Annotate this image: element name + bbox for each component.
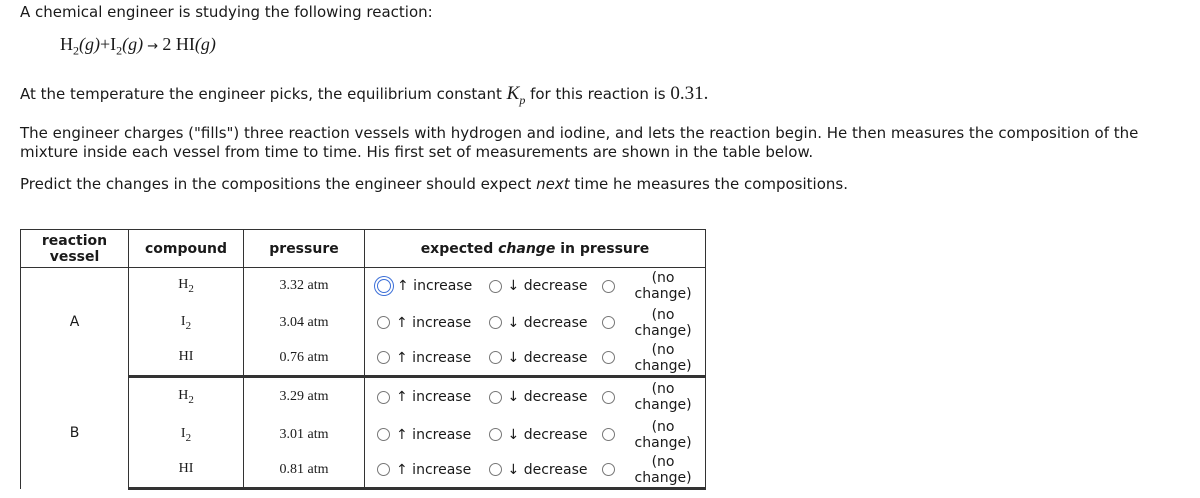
option-label: ↑ increase [396, 314, 472, 331]
option-label: ↑ increase [396, 389, 472, 406]
radio-button[interactable] [602, 351, 615, 364]
compound-cell: HI [129, 341, 244, 377]
option-decrease[interactable] [489, 350, 603, 366]
pressure-cell: 3.32 atm [244, 268, 365, 305]
radio-button[interactable] [602, 280, 615, 293]
description-paragraph: The engineer charges ("fills") three reaction vessels with hydrogen and iodine, and lets the reaction begin. He then measures the composition of the mixture inside each vessel from time to time. His first set of measurements are shown in the table below. [20, 124, 1139, 161]
option-label: ↑ increase [396, 349, 472, 366]
change-options-cell [365, 417, 706, 453]
option-nochange[interactable] [602, 419, 705, 451]
radio-button[interactable] [602, 428, 615, 441]
radio-button[interactable] [602, 463, 615, 476]
compound-cell: $I_2$ [129, 417, 244, 453]
intro-text: A chemical engineer is studying the following reaction: [20, 3, 433, 21]
table-header-row [21, 230, 706, 268]
instruction-text: Predict the changes in the compositions the engineer should expect next time he measures the compositions. [20, 175, 848, 193]
radio-button[interactable] [489, 351, 502, 364]
option-increase[interactable] [377, 278, 489, 294]
option-nochange[interactable] [602, 381, 705, 413]
table-row [21, 268, 706, 305]
radio-button[interactable] [377, 351, 390, 364]
pressure-cell: 0.81 atm [244, 453, 365, 489]
option-label: ↓ decrease [507, 389, 588, 406]
vessel-label: B [21, 377, 129, 489]
option-nochange[interactable] [602, 454, 705, 486]
change-options-cell [365, 341, 706, 377]
radio-button[interactable] [489, 316, 502, 329]
option-label: (no change) [634, 341, 692, 374]
radio-button[interactable] [602, 391, 615, 404]
compound-cell: $I_2$ [129, 305, 244, 341]
radio-button[interactable] [377, 463, 390, 476]
pressure-cell: 3.01 atm [244, 417, 365, 453]
kp-value: 0.31 [670, 83, 704, 104]
reaction-arrow: → [143, 39, 163, 54]
pressure-cell: 3.29 atm [244, 377, 365, 417]
header-expected-change: expected change in pressure [365, 230, 706, 268]
option-label: (no change) [634, 381, 692, 414]
option-nochange[interactable] [602, 307, 705, 339]
option-decrease[interactable] [489, 427, 603, 443]
kp-symbol: $K_p$ [506, 83, 526, 107]
option-nochange[interactable] [602, 270, 705, 302]
option-decrease[interactable] [489, 278, 603, 294]
radio-button[interactable] [377, 428, 390, 441]
compound-cell: HI [129, 453, 244, 489]
pressure-cell: 0.76 atm [244, 341, 365, 377]
option-increase[interactable] [377, 427, 489, 443]
measurements-table [20, 229, 706, 490]
pressure-cell: 3.04 atm [244, 305, 365, 341]
vessel-label: A [21, 268, 129, 377]
radio-button[interactable] [489, 428, 502, 441]
option-label: ↑ increase [396, 461, 472, 478]
option-label: ↓ decrease [507, 349, 588, 366]
option-label: (no change) [634, 418, 692, 451]
header-pressure: pressure [244, 230, 365, 268]
radio-button[interactable] [377, 316, 390, 329]
kp-statement: At the temperature the engineer picks, the equilibrium constant $K_p$ for this reaction is 0.31. [20, 83, 709, 107]
radio-button[interactable] [377, 279, 391, 293]
option-decrease[interactable] [489, 462, 603, 478]
radio-button[interactable] [377, 391, 390, 404]
option-label: (no change) [634, 306, 692, 339]
option-label: ↓ decrease [507, 461, 588, 478]
radio-button[interactable] [602, 316, 615, 329]
change-options-cell [365, 453, 706, 489]
radio-button[interactable] [489, 280, 502, 293]
change-options-cell [365, 268, 706, 305]
option-increase[interactable] [377, 389, 489, 405]
compound-cell: $H_2$ [129, 268, 244, 305]
radio-button[interactable] [489, 391, 502, 404]
reaction-equation: $H_2(g)+I_2(g) \to 2$ HI(g) [60, 34, 216, 58]
option-increase[interactable] [377, 350, 489, 366]
change-options-cell [365, 305, 706, 341]
option-decrease[interactable] [489, 315, 603, 331]
option-label: (no change) [634, 453, 692, 486]
header-vessel: reaction vessel [21, 230, 129, 268]
header-compound: compound [129, 230, 244, 268]
option-label: ↓ decrease [507, 278, 588, 295]
change-options-cell [365, 377, 706, 417]
option-label: ↑ increase [397, 278, 473, 295]
option-nochange[interactable] [602, 342, 705, 374]
option-increase[interactable] [377, 315, 489, 331]
option-increase[interactable] [377, 462, 489, 478]
option-label: ↓ decrease [507, 426, 588, 443]
option-label: ↑ increase [396, 426, 472, 443]
option-label: ↓ decrease [507, 314, 588, 331]
option-label: (no change) [634, 270, 692, 303]
radio-button[interactable] [489, 463, 502, 476]
table-row [21, 377, 706, 417]
option-decrease[interactable] [489, 389, 603, 405]
compound-cell: $H_2$ [129, 377, 244, 417]
